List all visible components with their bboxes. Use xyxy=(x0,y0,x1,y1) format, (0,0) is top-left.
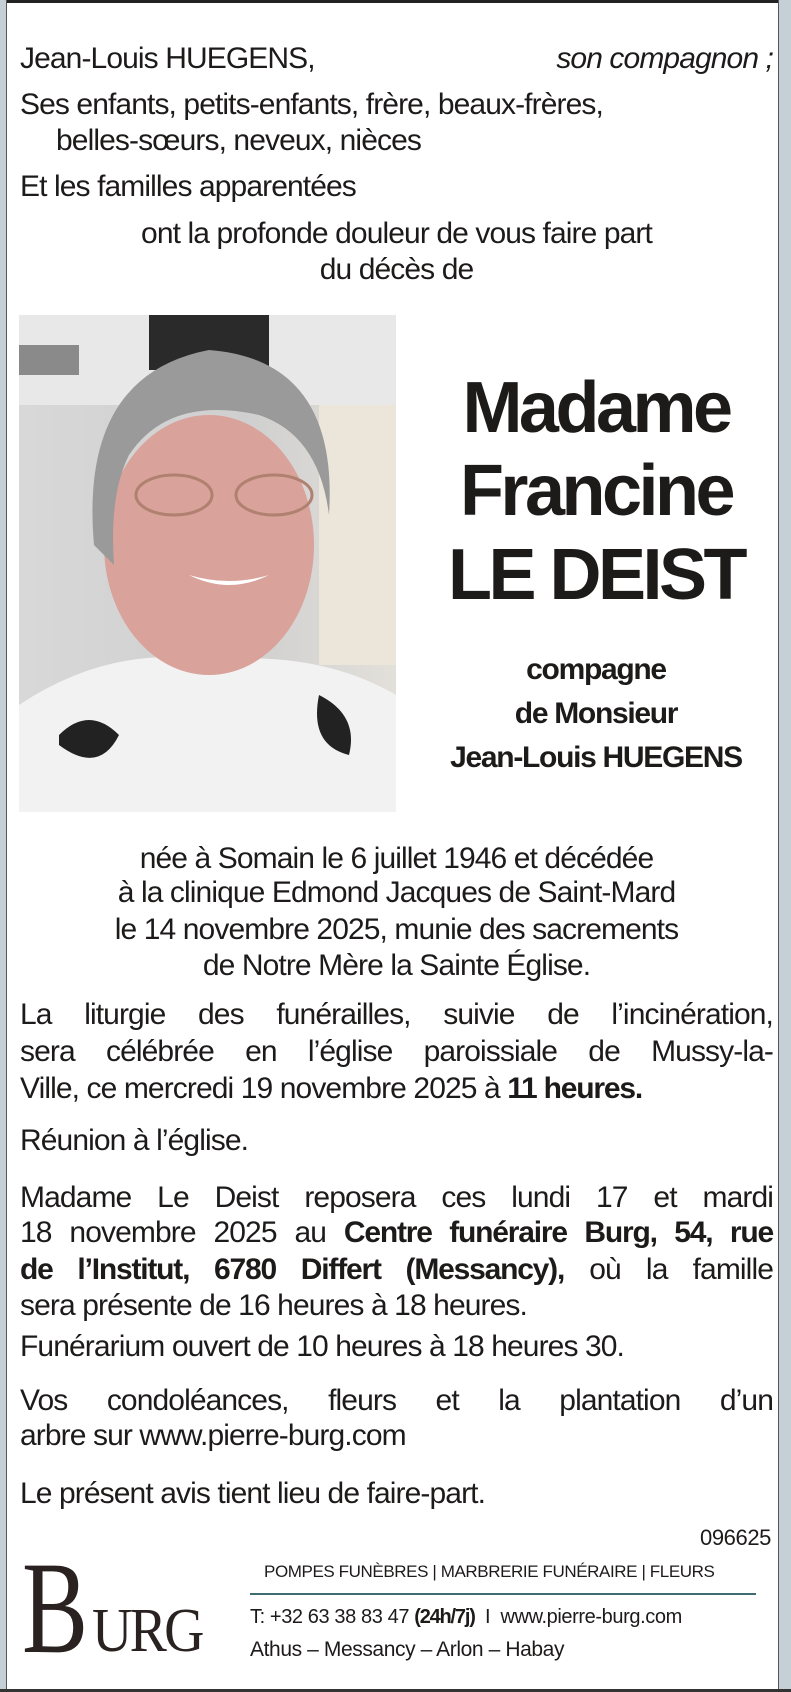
right-border xyxy=(778,0,791,1692)
visitation-address: Centre funéraire Burg, 54, rue xyxy=(343,1216,773,1249)
families-line: Et les familles apparentées xyxy=(20,170,356,203)
liturgy-time: 11 heures. xyxy=(507,1072,642,1105)
companion-name: Jean-Louis HUEGENS, xyxy=(20,42,315,75)
family-line: Ses enfants, petits-enfants, frère, beaux-frères, xyxy=(20,88,603,121)
condolences-line: arbre sur www.pierre-burg.com xyxy=(20,1419,406,1452)
visitation-line: Madame Le Deist reposera ces lundi 17 et mardi xyxy=(20,1181,773,1214)
visitation-text: 18 novembre 2025 au xyxy=(20,1216,327,1249)
mourner-line xyxy=(20,41,773,77)
liturgy-line: La liturgie des funérailles, suivie de l’incinération, xyxy=(20,998,773,1031)
liturgy-line xyxy=(20,1071,773,1107)
visitation-line xyxy=(20,1215,773,1251)
visitation-text: où la famille xyxy=(589,1253,773,1286)
portrait-photo xyxy=(19,315,396,812)
deceased-last-name: LE DEIST xyxy=(447,535,745,615)
liturgy-line: sera célébrée en l’église paroissiale de Mussy-la- xyxy=(20,1035,773,1068)
funerarium-hours: Funérarium ouvert de 10 heures à 18 heures 30. xyxy=(20,1330,624,1363)
visitation-line: sera présente de 16 heures à 18 heures. xyxy=(20,1289,527,1322)
relation-line: compagne xyxy=(526,653,666,686)
services-line: POMPES FUNÈBRES | MARBRERIE FUNÉRAIRE | FLEURS xyxy=(264,1562,715,1581)
family-line-cont: belles-sœurs, neveux, nièces xyxy=(56,124,421,157)
separator: I xyxy=(484,1606,491,1628)
deceased-title: Madame xyxy=(462,368,730,448)
bio-line: le 14 novembre 2025, munie des sacrements xyxy=(114,913,679,946)
top-border xyxy=(0,0,791,3)
relation-line: de Monsieur xyxy=(514,697,678,730)
condolences-line: Vos condoléances, fleurs et la plantation d’un xyxy=(20,1384,773,1417)
deceased-first-name: Francine xyxy=(459,451,733,531)
website-link[interactable]: www.pierre-burg.com xyxy=(500,1606,682,1628)
reference-number: 096625 xyxy=(699,1525,771,1550)
reunion-line: Réunion à l’église. xyxy=(20,1124,249,1157)
bio-line: à la clinique Edmond Jacques de Saint-Mard xyxy=(117,876,676,909)
announcement-line: ont la profonde douleur de vous faire part xyxy=(141,217,652,250)
burg-logo: B URG xyxy=(22,1534,202,1681)
contact-line xyxy=(250,1606,682,1629)
relation-partner-name: Jean-Louis HUEGENS xyxy=(450,741,742,774)
announcement-line-cont: du décès de xyxy=(319,253,474,286)
liturgy-text: Ville, ce mercredi 19 novembre 2025 à xyxy=(20,1072,500,1105)
visitation-address: de l’Institut, 6780 Differt (Messancy), xyxy=(20,1253,565,1286)
visitation-line xyxy=(20,1252,773,1288)
phone-number: T: +32 63 38 83 47 xyxy=(250,1606,410,1628)
footer-rule xyxy=(250,1593,756,1595)
left-border xyxy=(0,0,7,1692)
companion-role: son compagnon ; xyxy=(556,42,773,75)
bio-line: née à Somain le 6 juillet 1946 et décédée xyxy=(139,842,654,875)
locations-line: Athus – Messancy – Arlon – Habay xyxy=(250,1638,565,1661)
notice-line: Le présent avis tient lieu de faire-part. xyxy=(20,1477,486,1510)
bio-line: de Notre Mère la Sainte Église. xyxy=(202,949,591,982)
phone-hours: (24h/7j) xyxy=(414,1606,475,1628)
